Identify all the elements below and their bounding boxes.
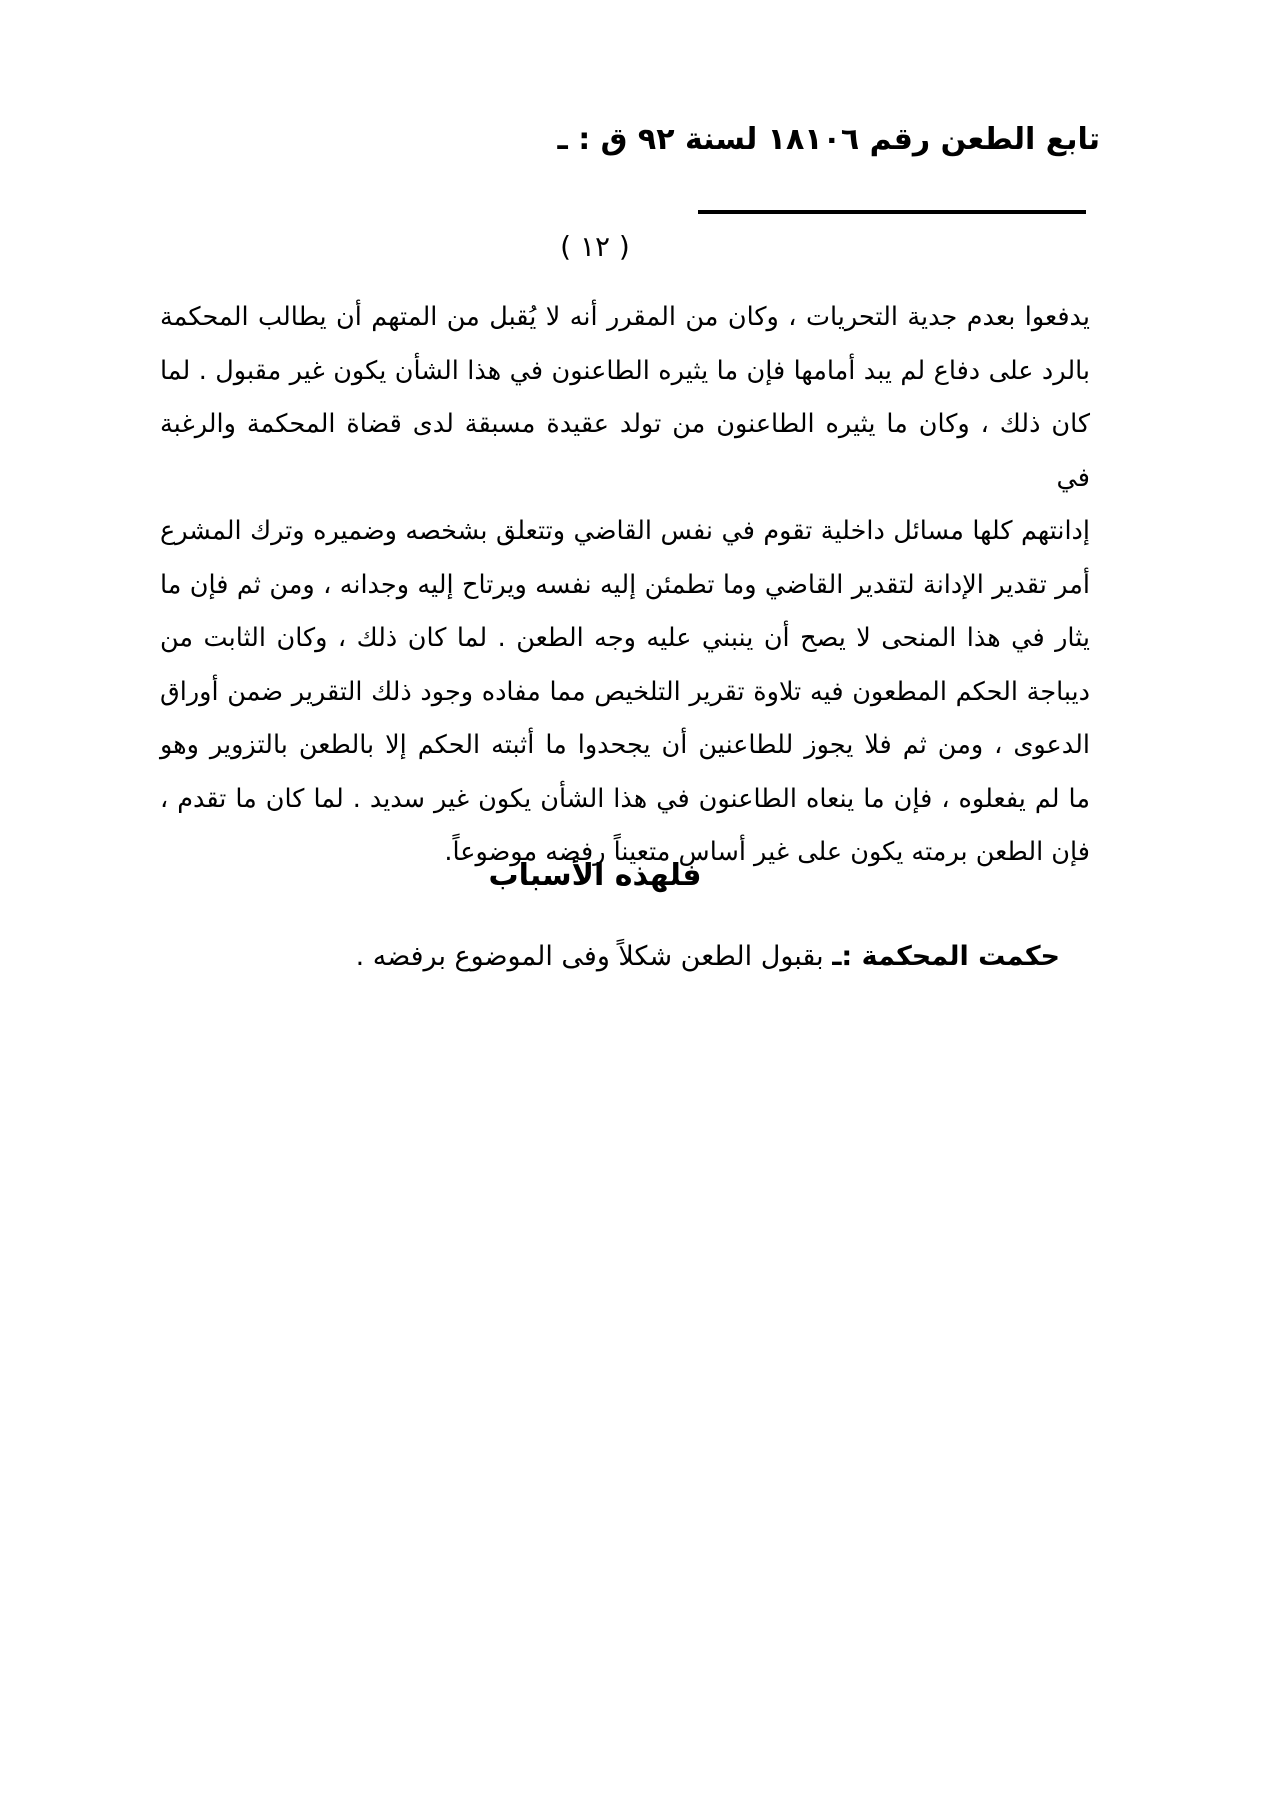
header-rule-divider	[698, 210, 1086, 214]
judgment-body-paragraph	[160, 291, 1090, 880]
court-ruling-text: بقبول الطعن شكلاً وفى الموضوع برفضه .	[355, 941, 824, 972]
body-line: الدعوى ، ومن ثم فلا يجوز للطاعنين أن يجحدوا ما أثبته الحكم إلا بالطعن بالتزوير وهو	[160, 730, 1090, 760]
body-line: يثار في هذا المنحى لا يصح أن ينبني عليه وجه الطعن . لما كان ذلك ، وكان الثابت من	[160, 623, 1090, 653]
body-line: إدانتهم كلها مسائل داخلية تقوم في نفس القاضي وتتعلق بشخصه وضميره وترك المشرع	[160, 516, 1090, 546]
body-line: يدفعوا بعدم جدية التحريات ، وكان من المقرر أنه لا يُقبل من المتهم أن يطالب المحكمة	[160, 302, 1090, 332]
reasons-section-heading: فلهذه الأسباب	[488, 858, 702, 893]
body-line: ديباجة الحكم المطعون فيه تلاوة تقرير التلخيص مما مفاده وجود ذلك التقرير ضمن أوراق	[160, 676, 1090, 707]
body-line: كان ذلك ، وكان ما يثيره الطاعنون من تولد عقيدة مسبقة لدى قضاة المحكمة والرغبة في	[160, 409, 1090, 493]
court-ruling-line	[356, 941, 1060, 972]
body-line: بالرد على دفاع لم يبد أمامها فإن ما يثيره الطاعنون في هذا الشأن يكون غير مقبول . لما	[160, 355, 1090, 386]
court-ruling-label: حكمت المحكمة :ـ	[832, 941, 1060, 972]
body-line: أمر تقدير الإدانة لتقدير القاضي وما تطمئن إليه نفسه ويرتاح إليه وجدانه ، ومن ثم فإن ما	[160, 569, 1090, 600]
page-number: ( ١٢ )	[560, 230, 630, 263]
body-line: ما لم يفعلوه ، فإن ما ينعاه الطاعنون في هذا الشأن يكون غير سديد . لما كان ما تقدم ،	[160, 783, 1090, 814]
case-header-title: تابع الطعن رقم ١٨١٠٦ لسنة ٩٢ ق : ـ	[557, 122, 1100, 157]
body-line-last: فإن الطعن برمته يكون على غير أساس متعيناً رفضه موضوعاً.	[444, 837, 1090, 867]
